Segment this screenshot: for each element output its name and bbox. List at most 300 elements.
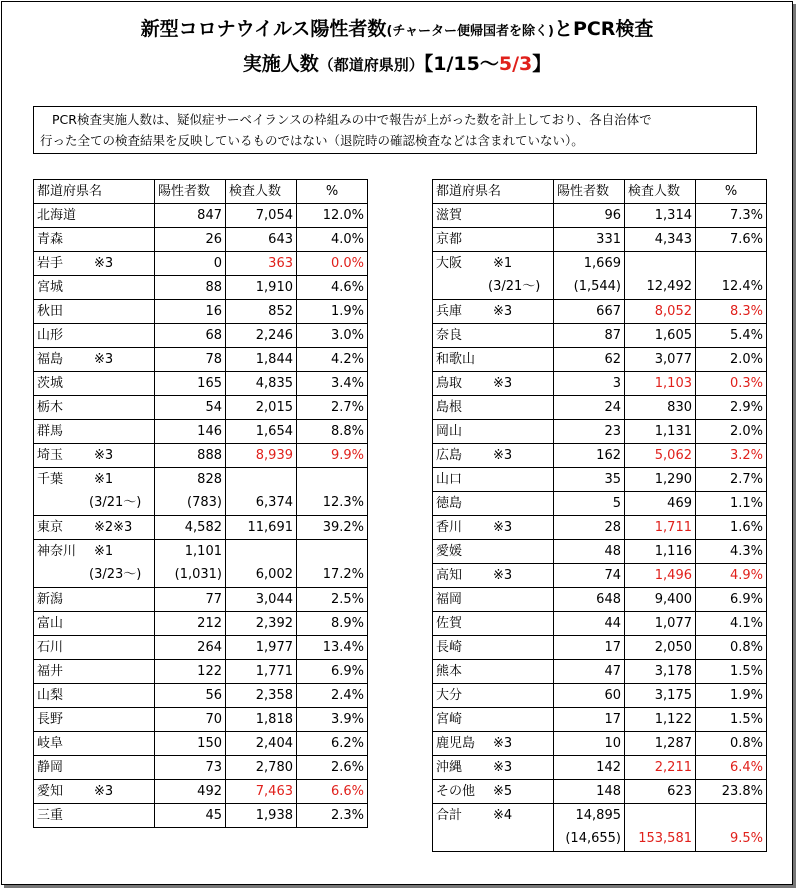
header-row: [34, 180, 368, 204]
pref-name-cell: [433, 612, 554, 636]
tested-count: 1,910: [226, 276, 297, 300]
positive-count: 73: [155, 756, 226, 780]
pref-name-cell: [433, 636, 554, 660]
positive-rate: 2.6%: [297, 756, 368, 780]
pref-name-cell: [34, 756, 155, 780]
pref-mark: ※1: [493, 255, 513, 271]
positive-count: 150: [155, 732, 226, 756]
pref-mark: ※3: [493, 735, 513, 751]
positive-count: 162: [554, 444, 625, 468]
pref-name-cell: [34, 372, 155, 396]
pref-name: 大分: [436, 687, 463, 703]
table-row: [433, 348, 767, 372]
positive-count: 60: [554, 684, 625, 708]
table-row: [34, 804, 368, 828]
pref-name-cell: [433, 660, 554, 684]
tested-count: 5,062: [625, 444, 696, 468]
header-positive: 陽性者数: [554, 180, 625, 204]
pref-name-cell: [34, 276, 155, 300]
pref-name-cell: [34, 444, 155, 468]
table-row: [34, 708, 368, 732]
positive-count: 45: [155, 804, 226, 828]
tested-count: 3,044: [226, 588, 297, 612]
table-row: [34, 348, 368, 372]
table-row: [34, 300, 368, 324]
pref-name-cell: [34, 396, 155, 420]
positive-count: 68: [155, 324, 226, 348]
tested-count: 1,818: [226, 708, 297, 732]
tested-count: 1,844: [226, 348, 297, 372]
positive-count: 24: [554, 396, 625, 420]
positive-rate: 4.0%: [297, 228, 368, 252]
pref-name: 徳島: [436, 495, 463, 511]
pref-name: 宮城: [37, 279, 64, 295]
table-row: [433, 540, 767, 564]
positive-count: 88: [155, 276, 226, 300]
positive-rate: 9.5%: [696, 828, 767, 852]
subtitle-range-start: 【1/15〜: [423, 53, 499, 75]
table-row: [34, 660, 368, 684]
positive-rate: 17.2%: [297, 564, 368, 588]
positive-rate: 12.3%: [297, 492, 368, 516]
table-row: [433, 684, 767, 708]
pref-name: 三重: [37, 807, 64, 823]
table-row: [34, 756, 368, 780]
positive-rate: 8.3%: [696, 300, 767, 324]
positive-rate: 4.9%: [696, 564, 767, 588]
positive-count: 331: [554, 228, 625, 252]
positive-count: 165: [155, 372, 226, 396]
positive-count: 70: [155, 708, 226, 732]
table-row: [34, 324, 368, 348]
tested-count: 11,691: [226, 516, 297, 540]
table-row: [433, 780, 767, 804]
pref-mark: ※3: [493, 759, 513, 775]
page-title: [2, 14, 792, 41]
pref-name-cell: [34, 660, 155, 684]
positive-count: 4,582: [155, 516, 226, 540]
sub-period: [34, 492, 155, 516]
tested-count: 7,463: [226, 780, 297, 804]
pref-name-cell: [433, 300, 554, 324]
pref-name: その他: [436, 783, 476, 799]
pref-name-cell: [433, 204, 554, 228]
pref-name: 栃木: [37, 399, 64, 415]
document-frame: [1, 1, 793, 885]
pref-name: 山形: [37, 327, 64, 343]
positive-count: 146: [155, 420, 226, 444]
table-row: [34, 396, 368, 420]
pref-name: 鹿児島: [436, 735, 476, 751]
table-row-sub: [433, 828, 767, 852]
table-row: [433, 588, 767, 612]
table-row: [433, 660, 767, 684]
positive-rate: 39.2%: [297, 516, 368, 540]
positive-rate: 12.4%: [696, 276, 767, 300]
positive-rate: 4.1%: [696, 612, 767, 636]
pref-name: 兵庫: [436, 303, 463, 319]
positive-count: 47: [554, 660, 625, 684]
positive-rate: 4.6%: [297, 276, 368, 300]
pref-name: 長野: [37, 711, 64, 727]
pref-name-cell: [34, 540, 155, 564]
pref-name-cell: [34, 324, 155, 348]
pref-name: 愛媛: [436, 543, 463, 559]
pref-mark: ※5: [493, 783, 513, 799]
positive-rate: 2.4%: [297, 684, 368, 708]
table-row: [433, 612, 767, 636]
table-row: [34, 468, 368, 492]
pref-name: 京都: [436, 231, 463, 247]
title-end: とPCR検査: [553, 18, 654, 40]
pref-name-cell: [433, 588, 554, 612]
pref-name: 滋賀: [436, 207, 463, 223]
positive-rate: 3.2%: [696, 444, 767, 468]
right-table: [432, 179, 767, 852]
table-row: [433, 228, 767, 252]
table-row: [433, 804, 767, 828]
pref-name-cell: [433, 396, 554, 420]
pref-name-cell: [433, 372, 554, 396]
pref-name: 鳥取: [436, 375, 463, 391]
positive-count: 56: [155, 684, 226, 708]
positive-rate: 3.4%: [297, 372, 368, 396]
pref-name: 岐阜: [37, 735, 64, 751]
pref-name: 福井: [37, 663, 64, 679]
pref-name: 神奈川: [37, 543, 77, 559]
pref-name-cell: [34, 684, 155, 708]
table-row: [34, 444, 368, 468]
pref-name: 富山: [37, 615, 64, 631]
left-table: [33, 179, 368, 828]
pref-name-cell: [34, 732, 155, 756]
positive-count: 78: [155, 348, 226, 372]
pref-name-cell: [433, 804, 554, 828]
tested-count: 1,938: [226, 804, 297, 828]
positive-rate: 2.0%: [696, 348, 767, 372]
positive-count: 26: [155, 228, 226, 252]
tested-count: 2,358: [226, 684, 297, 708]
positive-count: 3: [554, 372, 625, 396]
pref-name: 岩手: [37, 255, 64, 271]
positive-rate: 5.4%: [696, 324, 767, 348]
pref-name-cell: [34, 804, 155, 828]
pref-name: 佐賀: [436, 615, 463, 631]
pref-name-cell: [433, 468, 554, 492]
positive-count-sub: (1,544): [554, 276, 625, 300]
pct-blank: [696, 804, 767, 828]
positive-rate: 8.9%: [297, 612, 368, 636]
table-row: [433, 300, 767, 324]
pref-name: 静岡: [37, 759, 64, 775]
tested-count: 1,496: [625, 564, 696, 588]
pref-mark: ※3: [493, 567, 513, 583]
table-row: [433, 204, 767, 228]
positive-count: 142: [554, 756, 625, 780]
header-pct: %: [696, 180, 767, 204]
positive-count: 1,669: [554, 252, 625, 276]
table-row: [433, 420, 767, 444]
positive-count: 5: [554, 492, 625, 516]
table-row: [34, 684, 368, 708]
pref-name-cell: [433, 708, 554, 732]
tested-count: 153,581: [625, 828, 696, 852]
title-small: (チャーター便帰国者を除く): [386, 24, 554, 39]
positive-count: 492: [155, 780, 226, 804]
pref-name: 香川: [436, 519, 463, 535]
tested-count: 1,287: [625, 732, 696, 756]
pref-name-cell: [34, 420, 155, 444]
positive-rate: 2.7%: [297, 396, 368, 420]
positive-count: 17: [554, 636, 625, 660]
table-row: [433, 756, 767, 780]
tested-count: 1,771: [226, 660, 297, 684]
pref-name-cell: [34, 348, 155, 372]
positive-rate: 0.3%: [696, 372, 767, 396]
positive-count: 888: [155, 444, 226, 468]
pref-name: 北海道: [37, 207, 77, 223]
pref-name: 新潟: [37, 591, 64, 607]
pref-name-cell: [433, 228, 554, 252]
pref-name: 岡山: [436, 423, 463, 439]
tested-count: 4,835: [226, 372, 297, 396]
pref-name: 宮崎: [436, 711, 463, 727]
pref-name-cell: [34, 516, 155, 540]
header-pref: 都道府県名: [433, 180, 554, 204]
table-row: [433, 396, 767, 420]
tested-count: 623: [625, 780, 696, 804]
positive-rate: 4.2%: [297, 348, 368, 372]
pref-name-cell: [433, 540, 554, 564]
sub-period-text: (3/21〜): [89, 495, 142, 511]
table-row: [34, 516, 368, 540]
pref-name-cell: [433, 732, 554, 756]
pref-name: 広島: [436, 447, 463, 463]
subtitle-paren: （都道府県別）: [318, 56, 424, 74]
positive-rate: 2.9%: [696, 396, 767, 420]
positive-rate: 1.9%: [696, 684, 767, 708]
positive-count: 14,895: [554, 804, 625, 828]
positive-count: 148: [554, 780, 625, 804]
pref-name-cell: [433, 564, 554, 588]
table-row: [433, 492, 767, 516]
sub-period-text: (3/23〜): [89, 567, 142, 583]
positive-count: 74: [554, 564, 625, 588]
pref-name: 沖縄: [436, 759, 463, 775]
pref-name-cell: [34, 204, 155, 228]
pref-name: 山口: [436, 471, 463, 487]
table-row: [433, 468, 767, 492]
pref-name: 千葉: [37, 471, 64, 487]
pref-name: 埼玉: [37, 447, 64, 463]
pref-mark: ※3: [94, 447, 114, 463]
positive-rate: 6.6%: [297, 780, 368, 804]
pref-name-cell: [34, 468, 155, 492]
table-row: [433, 636, 767, 660]
pref-name-cell: [433, 348, 554, 372]
tested-count: 8,052: [625, 300, 696, 324]
positive-count: 44: [554, 612, 625, 636]
positive-count-sub: (1,031): [155, 564, 226, 588]
tested-count: 2,211: [625, 756, 696, 780]
tested-count-blank: [625, 804, 696, 828]
positive-rate: 23.8%: [696, 780, 767, 804]
tested-count: 2,015: [226, 396, 297, 420]
positive-rate: 12.0%: [297, 204, 368, 228]
table-row: [433, 444, 767, 468]
positive-rate: 6.2%: [297, 732, 368, 756]
tested-count: 1,977: [226, 636, 297, 660]
positive-count: 17: [554, 708, 625, 732]
pref-name-cell: [34, 612, 155, 636]
table-row: [433, 516, 767, 540]
tested-count-blank: [226, 540, 297, 564]
pref-name: 福岡: [436, 591, 463, 607]
tested-count: 8,939: [226, 444, 297, 468]
tested-count: 12,492: [625, 276, 696, 300]
pref-name-cell: [433, 492, 554, 516]
tested-count: 1,131: [625, 420, 696, 444]
table-row: [34, 588, 368, 612]
sub-period-text: (3/21〜): [488, 279, 541, 295]
title-main: 新型コロナウイルス陽性者数: [140, 18, 387, 40]
table-row: [34, 732, 368, 756]
table-row: [34, 372, 368, 396]
pref-name: 山梨: [37, 687, 64, 703]
page-subtitle: [2, 49, 792, 76]
table-row: [34, 540, 368, 564]
positive-rate: 0.0%: [297, 252, 368, 276]
tested-count: 830: [625, 396, 696, 420]
pref-name-cell: [433, 780, 554, 804]
positive-count-sub: (783): [155, 492, 226, 516]
table-row: [433, 708, 767, 732]
pref-mark: ※4: [493, 807, 513, 823]
positive-rate: 13.4%: [297, 636, 368, 660]
positive-count-sub: (14,655): [554, 828, 625, 852]
note-box: [33, 106, 757, 154]
table-row: [34, 204, 368, 228]
table-row: [34, 420, 368, 444]
positive-rate: 3.9%: [297, 708, 368, 732]
table-row: [34, 636, 368, 660]
tested-count: 3,077: [625, 348, 696, 372]
tested-count: 1,654: [226, 420, 297, 444]
pref-name-cell: [433, 324, 554, 348]
table-row: [433, 324, 767, 348]
tested-count: 9,400: [625, 588, 696, 612]
header-tested: 検査人数: [226, 180, 297, 204]
pref-name-cell: [34, 636, 155, 660]
tested-count: 2,392: [226, 612, 297, 636]
pref-mark: ※3: [493, 303, 513, 319]
header-positive: 陽性者数: [155, 180, 226, 204]
pref-mark: ※3: [493, 519, 513, 535]
table-row: [433, 372, 767, 396]
pref-mark: ※2※3: [94, 519, 133, 535]
positive-rate: 1.6%: [696, 516, 767, 540]
tested-count: 1,290: [625, 468, 696, 492]
pref-name-cell: [433, 516, 554, 540]
tested-count: 6,374: [226, 492, 297, 516]
positive-rate: 6.9%: [297, 660, 368, 684]
pref-name: 大阪: [436, 255, 463, 271]
pref-mark: ※3: [493, 447, 513, 463]
table-row-sub: [433, 276, 767, 300]
positive-count: 648: [554, 588, 625, 612]
positive-rate: 1.5%: [696, 708, 767, 732]
sub-period: [34, 564, 155, 588]
positive-rate: 9.9%: [297, 444, 368, 468]
table-row: [433, 732, 767, 756]
table-row: [34, 780, 368, 804]
positive-rate: 1.9%: [297, 300, 368, 324]
pref-name-cell: [433, 756, 554, 780]
pref-name-cell: [34, 780, 155, 804]
positive-rate: 0.8%: [696, 636, 767, 660]
pct-blank: [297, 540, 368, 564]
positive-count: 77: [155, 588, 226, 612]
positive-count: 1,101: [155, 540, 226, 564]
pref-name: 福島: [37, 351, 64, 367]
positive-rate: 1.5%: [696, 660, 767, 684]
pref-name-cell: [34, 708, 155, 732]
tested-count: 643: [226, 228, 297, 252]
tested-count: 3,178: [625, 660, 696, 684]
positive-count: 828: [155, 468, 226, 492]
tested-count: 1,122: [625, 708, 696, 732]
subtitle-range-close: 】: [532, 53, 552, 75]
pref-mark: ※3: [94, 351, 114, 367]
pref-name: 長崎: [436, 639, 463, 655]
positive-count: 23: [554, 420, 625, 444]
pref-name-cell: [34, 588, 155, 612]
tested-count: 469: [625, 492, 696, 516]
header-pref: 都道府県名: [34, 180, 155, 204]
tested-count: 2,050: [625, 636, 696, 660]
positive-count: 10: [554, 732, 625, 756]
tested-count-blank: [226, 468, 297, 492]
sub-period: [433, 828, 554, 852]
positive-rate: 7.3%: [696, 204, 767, 228]
sub-period-text: [436, 831, 488, 846]
tested-count: 1,711: [625, 516, 696, 540]
pref-mark: ※1: [94, 471, 114, 487]
positive-rate: 2.5%: [297, 588, 368, 612]
pref-mark: ※3: [94, 783, 114, 799]
positive-count: 264: [155, 636, 226, 660]
positive-rate: 1.1%: [696, 492, 767, 516]
pref-mark: ※3: [493, 375, 513, 391]
positive-rate: 8.8%: [297, 420, 368, 444]
pref-name-cell: [433, 444, 554, 468]
positive-count: 96: [554, 204, 625, 228]
positive-rate: 7.6%: [696, 228, 767, 252]
positive-rate: 2.7%: [696, 468, 767, 492]
pref-name-cell: [34, 300, 155, 324]
tested-count: 6,002: [226, 564, 297, 588]
tested-count-blank: [625, 252, 696, 276]
positive-rate: 3.0%: [297, 324, 368, 348]
positive-count: 0: [155, 252, 226, 276]
tested-count: 852: [226, 300, 297, 324]
pref-mark: ※3: [94, 255, 114, 271]
pct-blank: [696, 252, 767, 276]
tested-count: 363: [226, 252, 297, 276]
positive-count: 16: [155, 300, 226, 324]
tested-count: 2,780: [226, 756, 297, 780]
table-row: [34, 276, 368, 300]
